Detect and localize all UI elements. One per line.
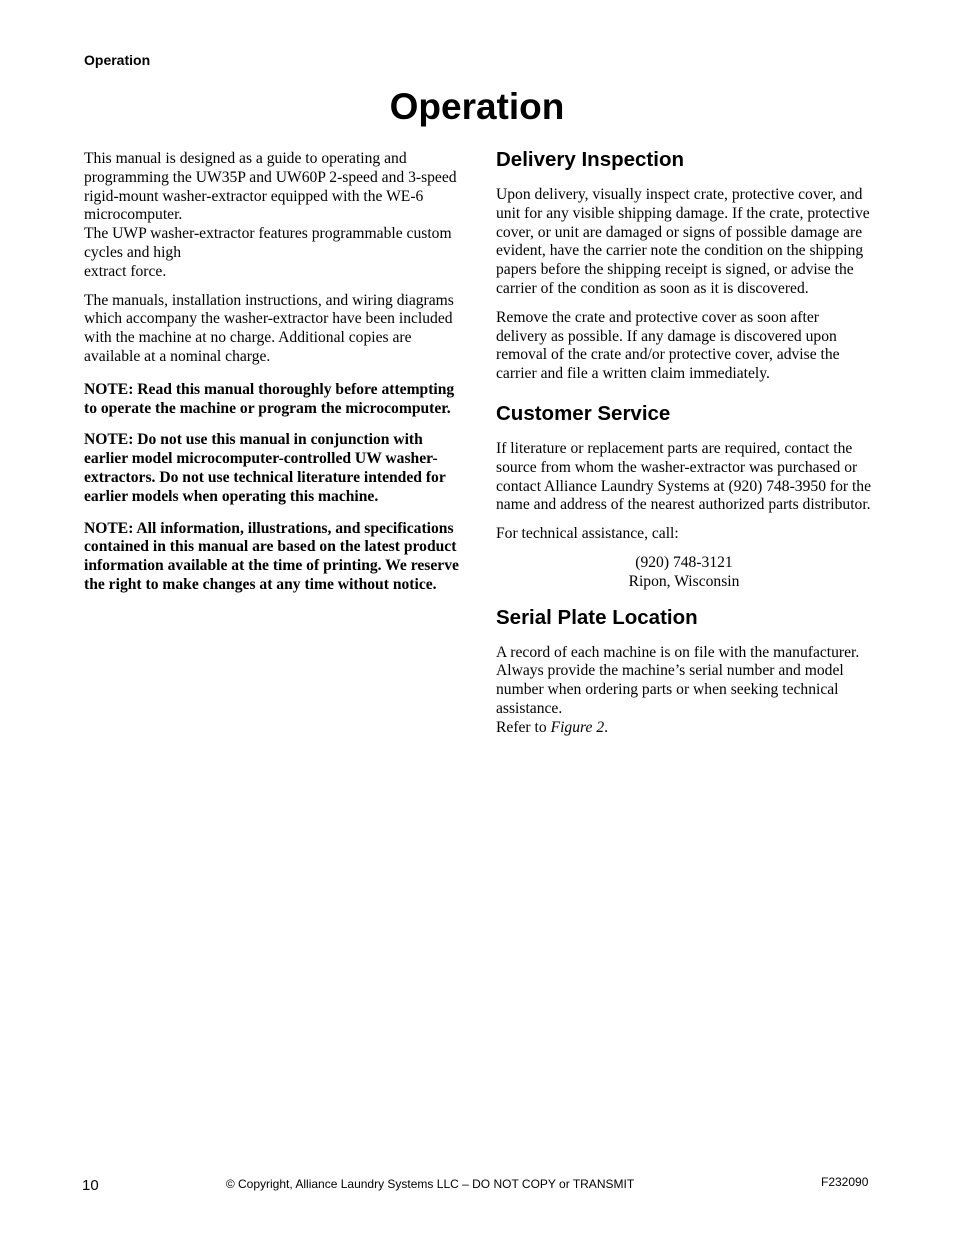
left-column xyxy=(84,150,460,608)
copyright-notice: © Copyright, Alliance Laundry Systems LLC – DO NOT COPY or TRANSMIT xyxy=(225,1177,635,1191)
refer-suffix: . xyxy=(604,718,609,736)
serial-plate-heading: Serial Plate Location xyxy=(496,605,698,629)
customer-service-paragraph-2: For technical assistance, call: xyxy=(496,525,679,543)
running-header: Operation xyxy=(84,52,151,68)
serial-plate-section xyxy=(496,606,872,738)
note-read-manual: NOTE: Read this manual thoroughly before attempting to operate the machine or program the microcomputer. xyxy=(84,380,455,417)
note-earlier-models: NOTE: Do not use this manual in conjunction with earlier model microcomputer-controlled UW washer-extractors. Do not use technical literature intended for earlier models when operating this machine. xyxy=(84,431,446,505)
intro-paragraph xyxy=(84,150,460,282)
customer-service-paragraph-1: If literature or replacement parts are required, contact the source from whom the washer-extractor was purchased or contact Alliance Laundry Systems at (920) 748-3950 for the name and address of the nearest authorized parts distributor. xyxy=(496,439,872,514)
delivery-inspection-heading: Delivery Inspection xyxy=(496,148,684,171)
delivery-paragraph-1: Upon delivery, visually inspect crate, protective cover, and unit for any visible shipping damage. If the crate, protective cover, or unit are damaged or signs of possible damage are evident, have the carrier note the condition on the shipping papers before the shipping receipt is signed, or advise the carrier of the condition as soon as it is discovered. xyxy=(496,186,870,297)
intro-sentence-3: extract force. xyxy=(84,262,167,280)
phone-number: (920) 748-3121 xyxy=(635,553,733,571)
contact-location: Ripon, Wisconsin xyxy=(628,572,740,590)
note-specifications: NOTE: All information, illustrations, and specifications contained in this manual are based on the latest product information available at the time of printing. We reserve the right to make changes at any time without notice. xyxy=(84,519,459,593)
delivery-paragraph-2: Remove the crate and protective cover as soon after delivery as possible. If any damage is discovered upon removal of the crate and/or protective cover, advise the carrier and file a written claim immediately. xyxy=(496,308,840,383)
right-column xyxy=(496,148,872,750)
customer-service-section xyxy=(496,402,872,592)
serial-plate-text: A record of each machine is on file with the manufacturer. Always provide the machine’s serial number and model number when ordering parts or when seeking technical assistance. xyxy=(496,643,860,717)
figure-reference-link[interactable]: Figure 2 xyxy=(550,718,605,736)
serial-plate-paragraph xyxy=(496,644,872,738)
delivery-inspection-section xyxy=(496,148,872,384)
intro-sentence-1: This manual is designed as a guide to operating and programming the UW35P and UW60P 2-speed and 3-speed rigid-mount washer-extractor equipped with the WE-6 microcomputer. xyxy=(84,150,457,224)
manuals-paragraph: The manuals, installation instructions, and wiring diagrams which accompany the washer-extractor have been included with the machine at no charge. Additional copies are available at a nominal charge. xyxy=(84,291,454,365)
page-title: Operation xyxy=(389,86,565,127)
contact-block xyxy=(496,554,872,592)
intro-sentence-2: The UWP washer-extractor features programmable custom cycles and high xyxy=(84,225,452,261)
customer-service-heading: Customer Service xyxy=(496,401,671,425)
refer-prefix: Refer to xyxy=(496,718,551,736)
page-number: 10 xyxy=(82,1177,99,1194)
document-code: F232090 xyxy=(821,1175,869,1189)
